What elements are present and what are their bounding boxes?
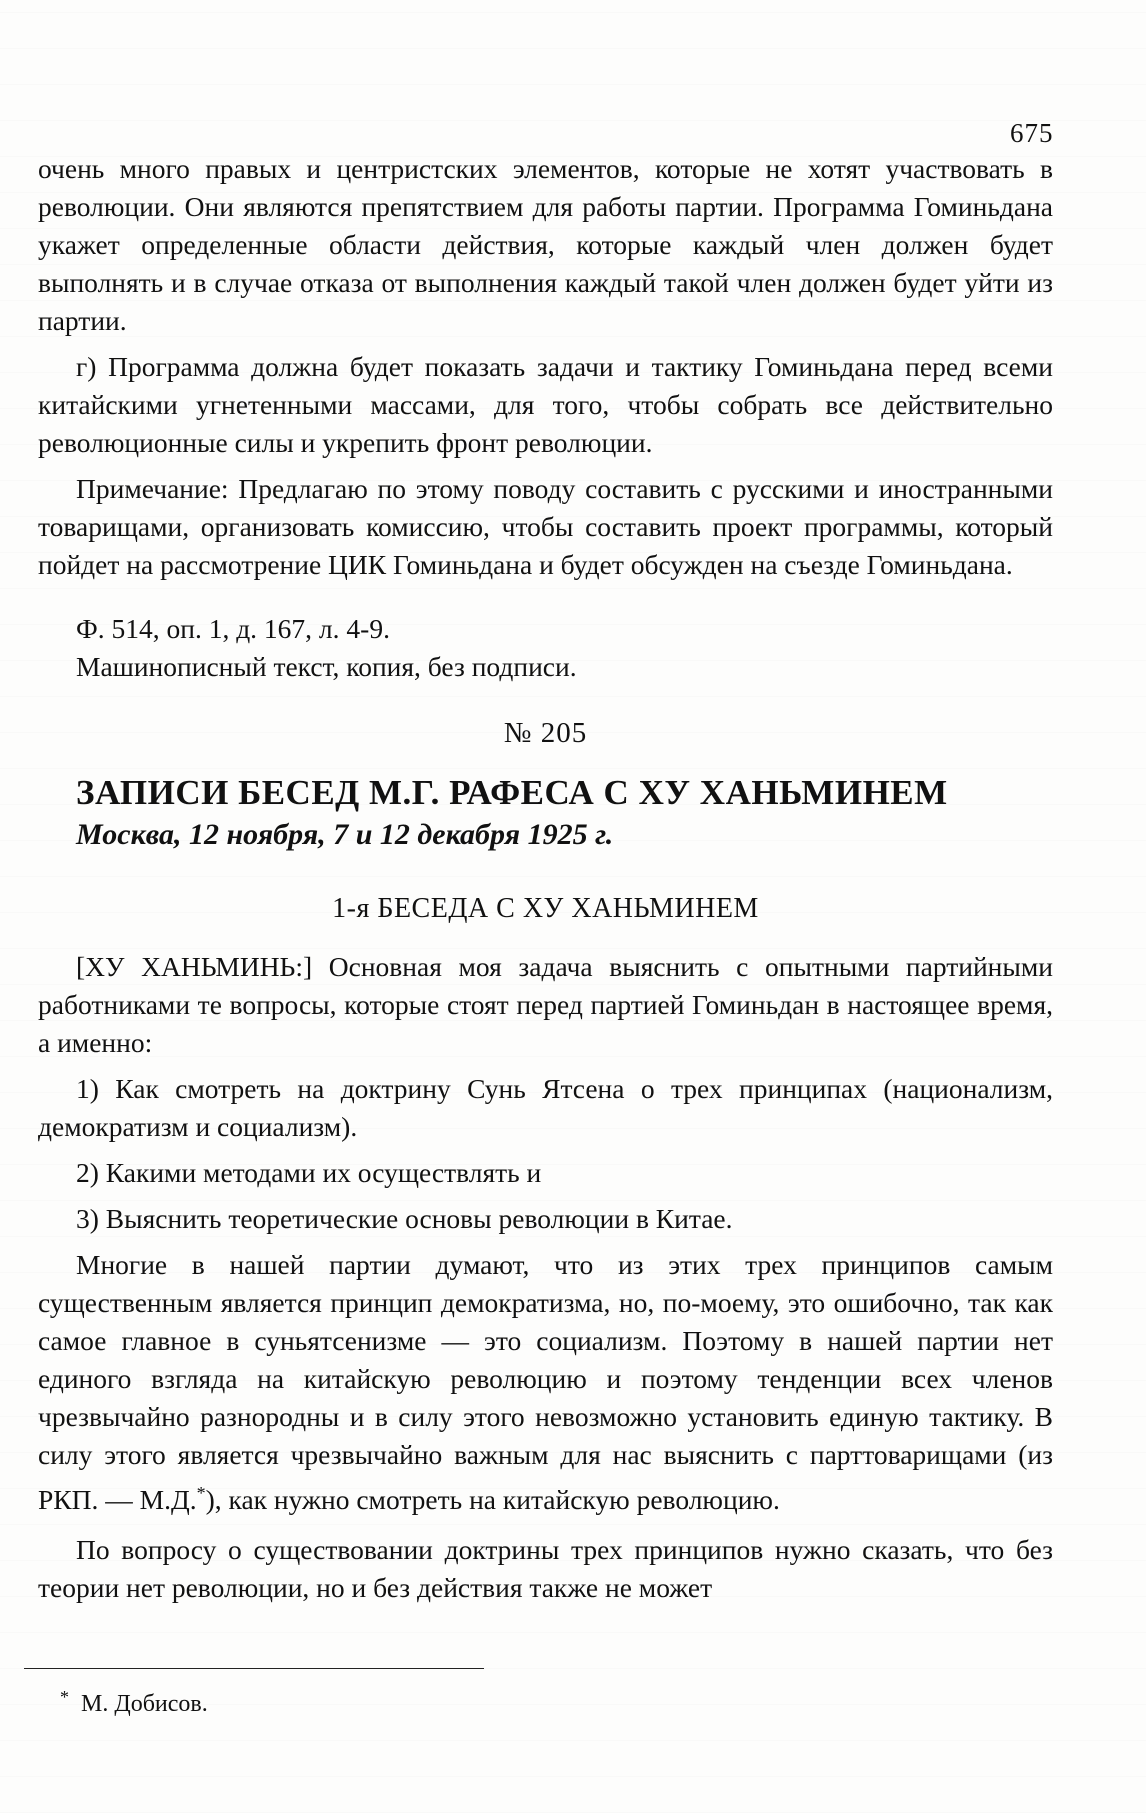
footnote-marker: * — [60, 1687, 69, 1707]
document-place-date: Москва, 12 ноября, 7 и 12 декабря 1925 г. — [76, 818, 614, 851]
footnote-text: М. Добисов. — [81, 1691, 208, 1717]
footnote-divider — [24, 1668, 484, 1669]
list-item: 2) Какими методами их осуществлять и — [76, 1157, 542, 1188]
paragraph: Примечание: Предлагаю по этому поводу составить с русскими и иностранными товарищами, организовать комиссию, чтобы составить проект программы, который пойдет на рассмотрение ЦИК Гоминьдана и будет обсужден на съезде Гоминьдана. — [38, 473, 1053, 580]
section-heading: 1-я БЕСЕДА С ХУ ХАНЬМИНЕМ — [332, 893, 759, 924]
list-item: 3) Выяснить теоретические основы революции в Китае. — [76, 1203, 733, 1234]
paragraph — [38, 1246, 1053, 1519]
document-number: № 205 — [503, 717, 588, 749]
paragraph: очень много правых и центристских элементов, которые не хотят участвовать в революции. Они являются препятствием для работы партии. Программа Гоминьдана укажет определенные области действия, которые каждый член должен будет выполнять и в случае отказа от выполнения каждый такой член должен будет уйти из партии. — [38, 153, 1053, 336]
paragraph-text: ), как нужно смотреть на китайскую революцию. — [205, 1484, 780, 1515]
page-number: 675 — [1010, 118, 1054, 148]
paragraph: По вопросу о существовании доктрины трех принципов нужно сказать, что без теории нет революции, но и без действия также не может — [38, 1534, 1053, 1603]
paragraph: [ХУ ХАНЬМИНЬ:] Основная моя задача выяснить с опытными партийными работниками те вопросы, которые стоят перед партией Гоминьдан в настоящее время, а именно: — [38, 951, 1053, 1058]
document-body — [38, 150, 1053, 1607]
document-title: ЗАПИСИ БЕСЕД М.Г. РАФЕСА С ХУ ХАНЬМИНЕМ — [76, 773, 948, 812]
archive-reference: Ф. 514, оп. 1, д. 167, л. 4-9. — [76, 613, 390, 644]
paragraph: г) Программа должна будет показать задачи и тактику Гоминьдана перед всеми китайскими угнетенными массами, для того, чтобы собрать все действительно революционные силы и укрепить фронт революции. — [38, 351, 1053, 458]
footnote — [60, 1682, 208, 1719]
archive-note: Машинописный текст, копия, без подписи. — [76, 651, 577, 682]
footnote-reference: * — [196, 1483, 206, 1503]
paragraph-text: Многие в нашей партии думают, что из этих трех принципов самым существенным является принцип демократизма, но, по-моему, это ошибочно, так как самое главное в суньятсенизме — это социализм. Поэтому в нашей партии нет единого взгляда на китайскую революцию и поэтому тенденции всех членов чрезвычайно разнородны и в силу этого невозможно установить единую тактику. В силу этого является чрезвычайно важным для нас выяснить с парттоварищами (из РКП. — М.Д. — [38, 1249, 1053, 1515]
list-item: 1) Как смотреть на доктрину Сунь Ятсена о трех принципах (национализм, демократизм и социализм). — [38, 1073, 1053, 1142]
